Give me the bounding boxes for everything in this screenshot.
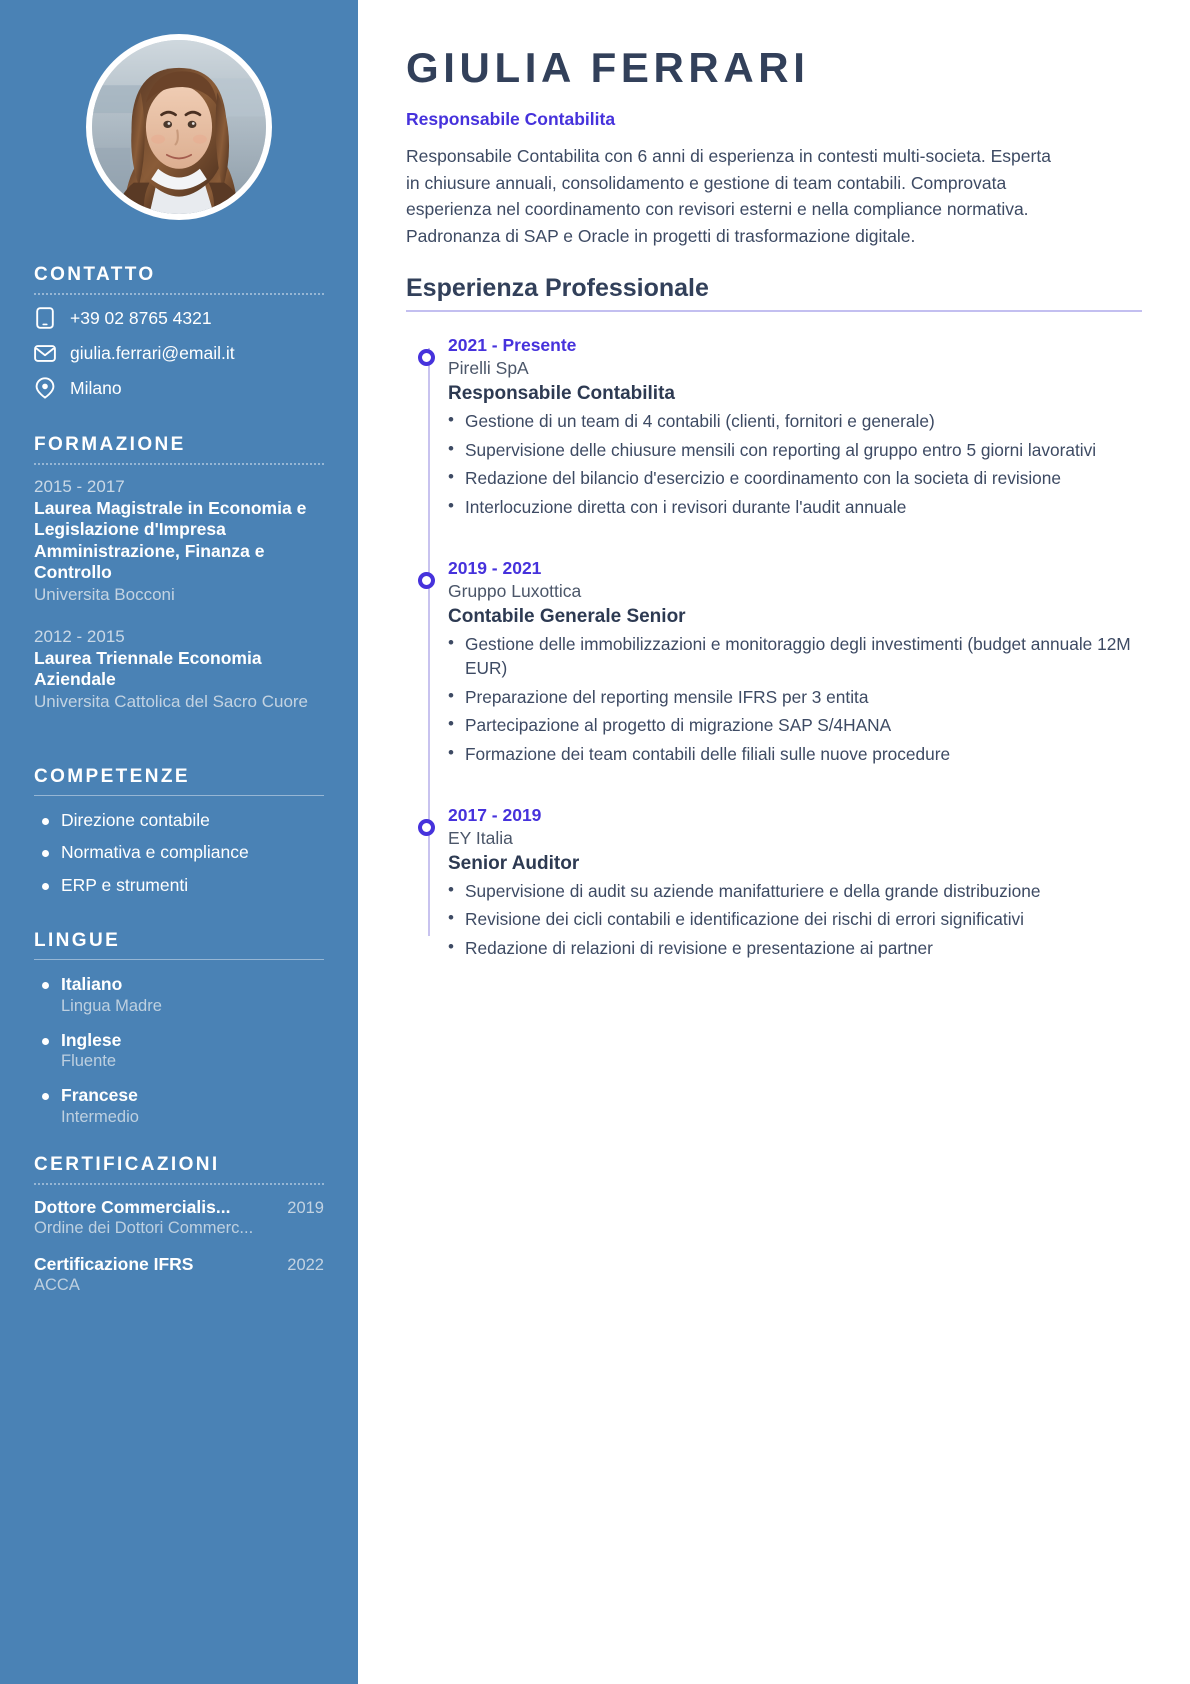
- certification-name: Certificazione IFRS: [34, 1254, 194, 1275]
- page-title: GIULIA FERRARI: [406, 44, 810, 91]
- language-level: Fluente: [61, 1052, 117, 1071]
- education-dates: 2012 - 2015: [34, 626, 125, 646]
- sidebar: [0, 0, 358, 1684]
- contact-phone[interactable]: [34, 307, 324, 329]
- language-name: Italiano: [61, 974, 123, 995]
- language-level: Intermedio: [61, 1107, 139, 1126]
- headline: Responsabile Contabilita: [406, 109, 616, 130]
- email-icon: [34, 342, 56, 364]
- list-item: [34, 1085, 324, 1128]
- spacer: [34, 908, 324, 930]
- experience-bullets: [448, 879, 1142, 961]
- education-item: [34, 627, 324, 713]
- certification-header: [34, 1254, 324, 1275]
- experience-timeline: [406, 334, 1142, 960]
- certification-item: [34, 1254, 324, 1295]
- contact-divider: [34, 293, 324, 295]
- contact-phone-value: +39 02 8765 4321: [70, 307, 212, 328]
- experience-role: Senior Auditor: [448, 853, 580, 875]
- avatar-container: [34, 34, 324, 220]
- skills-list: [34, 810, 324, 898]
- experience-bullets: [448, 632, 1142, 767]
- timeline-dot-icon: [418, 572, 435, 589]
- spacer: [34, 412, 324, 434]
- list-item: Direzione contabile: [34, 810, 324, 832]
- education-item: [34, 477, 324, 606]
- certifications-section: [34, 1154, 324, 1295]
- experience-company: Pirelli SpA: [448, 358, 529, 379]
- education-divider: [34, 463, 324, 465]
- list-item: • Gestione di un team di 4 contabili (clienti, fornitori e generale): [448, 409, 1142, 434]
- experience-divider: [406, 310, 1142, 312]
- skills-divider: [34, 795, 324, 796]
- certification-issuer: ACCA: [34, 1276, 80, 1295]
- experience-heading: Esperienza Professionale: [406, 274, 709, 303]
- experience-role: Contabile Generale Senior: [448, 605, 686, 627]
- experience-item: [448, 804, 1142, 960]
- education-degree: Laurea Triennale Economia Aziendale: [34, 647, 262, 689]
- list-item: • Redazione del bilancio d'esercizio e coordinamento con la societa di revisione: [448, 466, 1142, 491]
- language-name: Francese: [61, 1084, 138, 1105]
- list-item: • Preparazione del reporting mensile IFRS per 3 entita: [448, 685, 1142, 710]
- certification-year: 2019: [287, 1199, 324, 1218]
- certifications-divider: [34, 1183, 324, 1185]
- contact-section: [34, 264, 324, 399]
- list-item: • Supervisione delle chiusure mensili con reporting al gruppo entro 5 giorni lavorativi: [448, 438, 1142, 463]
- summary-text: Responsabile Contabilita con 6 anni di esperienza in contesti multi-societa. Esperta in chiusure annuali, consolidamento e gestione di team contabili. Comprovata esperienza nel coordinamento con revisori esterni e nella compliance normativa. Padronanza di SAP e Oracle in progetti di trasformazione digitale.: [406, 146, 1051, 246]
- certifications-heading: CERTIFICAZIONI: [34, 1154, 220, 1176]
- contact-email-value: giulia.ferrari@email.it: [70, 342, 235, 363]
- timeline-line: [428, 348, 430, 936]
- experience-company: EY Italia: [448, 828, 513, 849]
- avatar-photo: [92, 40, 266, 214]
- avatar: [86, 34, 272, 220]
- list-item: • Supervisione di audit su aziende manifatturiere e della grande distribuzione: [448, 879, 1142, 904]
- certification-header: [34, 1197, 324, 1218]
- list-item: Normativa e compliance: [34, 842, 324, 864]
- education-heading: FORMAZIONE: [34, 434, 186, 455]
- list-item: [34, 974, 324, 1017]
- certification-name: Dottore Commercialis...: [34, 1197, 231, 1218]
- experience-item: [448, 557, 1142, 766]
- experience-item: [448, 334, 1142, 519]
- spacer: [34, 734, 324, 766]
- language-level: Lingua Madre: [61, 997, 162, 1016]
- list-item: [34, 1030, 324, 1073]
- education-degree: Laurea Magistrale in Economia e Legislazione d'Impresa Amministrazione, Finanza e Controllo: [34, 498, 307, 583]
- experience-dates: 2019 - 2021: [448, 558, 542, 579]
- list-item: • Gestione delle immobilizzazioni e monitoraggio degli investimenti (budget annuale 12M EUR): [448, 632, 1142, 681]
- certification-item: [34, 1197, 324, 1238]
- timeline-dot-icon: [418, 819, 435, 836]
- languages-section: [34, 930, 324, 1128]
- location-pin-icon: [34, 377, 56, 399]
- contact-location-value: Milano: [70, 377, 122, 398]
- experience-dates: 2017 - 2019: [448, 805, 542, 826]
- timeline-dot-icon: [418, 349, 435, 366]
- skills-heading: COMPETENZE: [34, 765, 190, 787]
- main-content: [358, 0, 1190, 1684]
- phone-icon: [34, 307, 56, 329]
- certification-year: 2022: [287, 1256, 324, 1275]
- contact-location[interactable]: [34, 377, 324, 399]
- contact-email[interactable]: [34, 342, 324, 364]
- list-item: ERP e strumenti: [34, 875, 324, 897]
- languages-divider: [34, 959, 324, 960]
- experience-dates: 2021 - Presente: [448, 335, 577, 356]
- education-school: Universita Bocconi: [34, 585, 175, 605]
- list-item: • Interlocuzione diretta con i revisori durante l'audit annuale: [448, 495, 1142, 520]
- experience-bullets: [448, 409, 1142, 519]
- language-name: Inglese: [61, 1029, 122, 1050]
- experience-company: Gruppo Luxottica: [448, 580, 582, 601]
- contact-heading: CONTATTO: [34, 264, 156, 285]
- skills-section: [34, 766, 324, 898]
- list-item: • Partecipazione al progetto di migrazione SAP S/4HANA: [448, 713, 1142, 738]
- list-item: • Formazione dei team contabili delle filiali sulle nuove procedure: [448, 742, 1142, 767]
- languages-list: [34, 974, 324, 1128]
- education-school: Universita Cattolica del Sacro Cuore: [34, 692, 309, 712]
- languages-heading: LINGUE: [34, 930, 121, 952]
- education-section: [34, 434, 324, 713]
- education-dates: 2015 - 2017: [34, 477, 125, 496]
- spacer: [34, 1140, 324, 1154]
- certification-issuer: Ordine dei Dottori Commerc...: [34, 1219, 254, 1238]
- list-item: • Redazione di relazioni di revisione e presentazione ai partner: [448, 936, 1142, 961]
- experience-role: Responsabile Contabilita: [448, 383, 675, 405]
- list-item: • Revisione dei cicli contabili e identificazione dei rischi di errori significativi: [448, 907, 1142, 932]
